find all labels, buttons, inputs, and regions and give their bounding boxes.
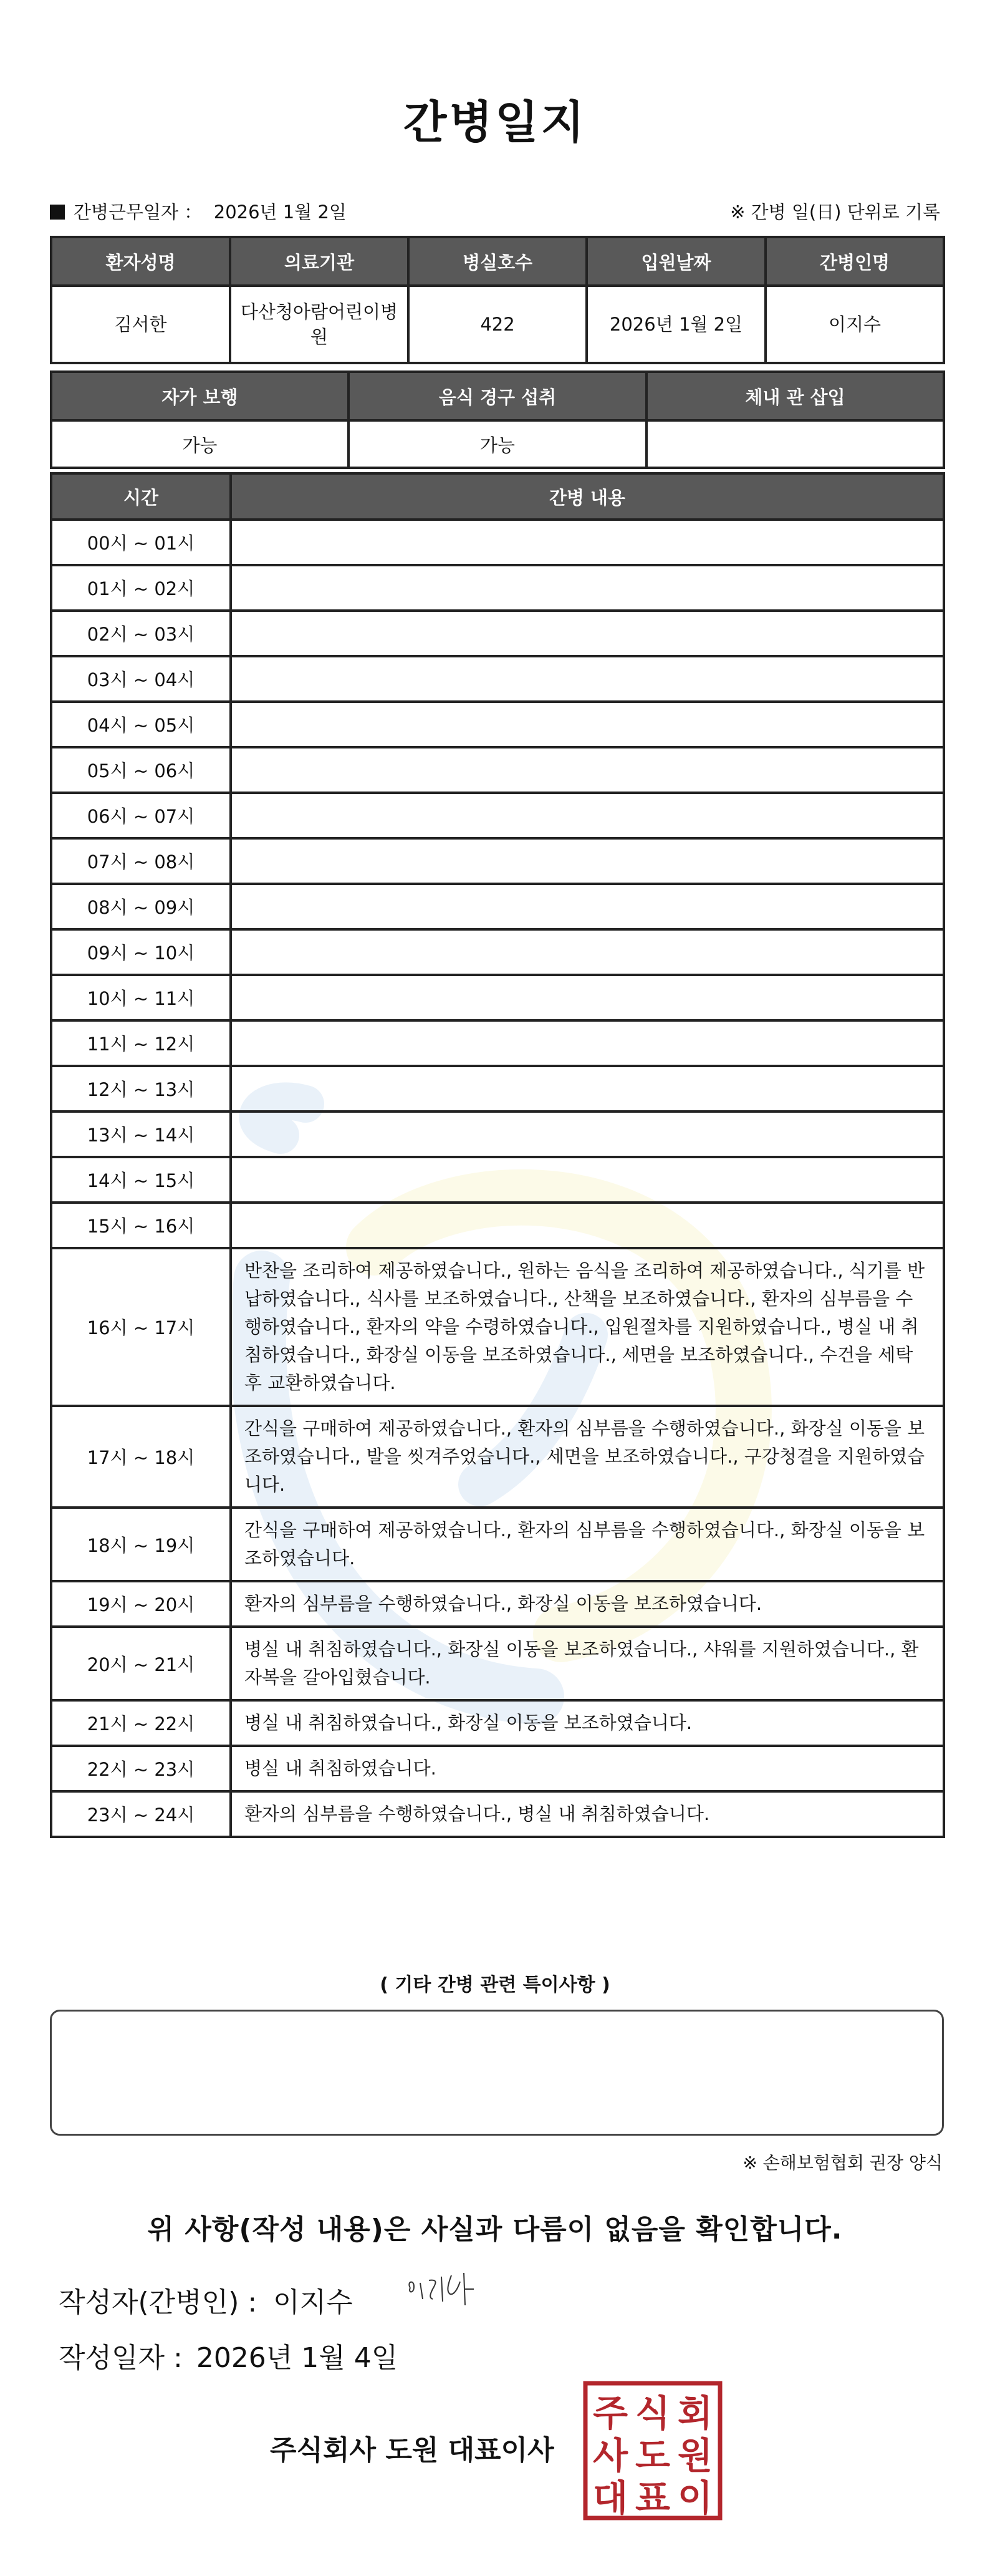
svg-text:식: 식 <box>635 2392 671 2434</box>
log-content <box>231 1203 944 1248</box>
log-time: 14시 ~ 15시 <box>51 1157 231 1203</box>
admission-date: 2026년 1월 2일 <box>587 286 766 363</box>
care-log-table <box>50 472 945 1838</box>
svg-text:표: 표 <box>635 2477 671 2519</box>
written-date-value: 2026년 1월 4일 <box>196 2342 398 2374</box>
notes-title: ( 기타 간병 관련 특이사항 ) <box>380 1974 610 1996</box>
written-date-label: 작성일자 : <box>59 2342 183 2374</box>
log-row <box>51 1203 944 1248</box>
log-time: 02시 ~ 03시 <box>51 611 231 656</box>
work-date-label: 간병근무일자 ： <box>74 201 203 223</box>
square-bullet-icon <box>50 205 65 220</box>
header-time: 시간 <box>51 473 231 520</box>
log-content <box>231 520 944 565</box>
log-row <box>51 1746 944 1791</box>
log-content: 병실 내 취침하였습니다., 화장실 이동을 보조하였습니다., 샤워를 지원하였습니다., 환자복을 갈아입혔습니다. <box>231 1627 944 1700</box>
tube-value <box>646 420 944 468</box>
log-time: 15시 ~ 16시 <box>51 1203 231 1248</box>
room-number: 422 <box>408 286 587 363</box>
svg-text:대: 대 <box>592 2477 628 2519</box>
log-content <box>231 793 944 838</box>
log-row <box>51 793 944 838</box>
svg-text:이: 이 <box>677 2477 713 2519</box>
svg-text:주: 주 <box>592 2392 628 2434</box>
log-row <box>51 656 944 702</box>
header-care-content: 간병 내용 <box>231 473 944 520</box>
log-row <box>51 1700 944 1746</box>
log-row <box>51 1406 944 1508</box>
care-log-body <box>51 520 944 1837</box>
log-content <box>231 884 944 929</box>
patient-name: 김서한 <box>51 286 230 363</box>
handwritten-signature <box>404 2264 485 2314</box>
log-row <box>51 1581 944 1627</box>
header-room: 병실호수 <box>408 237 587 286</box>
log-row <box>51 838 944 884</box>
log-time: 19시 ~ 20시 <box>51 1581 231 1627</box>
log-content: 간식을 구매하여 제공하였습니다., 환자의 심부름을 수행하였습니다., 화장실 이동을 보조하였습니다. <box>231 1508 944 1581</box>
log-time: 08시 ~ 09시 <box>51 884 231 929</box>
header-walking: 자가 보행 <box>51 372 348 420</box>
log-time: 05시 ~ 06시 <box>51 747 231 793</box>
log-row <box>51 1111 944 1157</box>
log-content <box>231 747 944 793</box>
log-content: 병실 내 취침하였습니다. <box>231 1746 944 1791</box>
log-content <box>231 1157 944 1203</box>
oral-intake-value: 가능 <box>348 420 646 468</box>
written-date-line <box>59 2335 398 2375</box>
log-content <box>231 1020 944 1066</box>
log-content: 환자의 심부름을 수행하였습니다., 병실 내 취침하였습니다. <box>231 1791 944 1837</box>
header-patient-name: 환자성명 <box>51 237 230 286</box>
log-row <box>51 1157 944 1203</box>
log-time: 21시 ~ 22시 <box>51 1700 231 1746</box>
ability-table <box>50 370 945 469</box>
log-time: 07시 ~ 08시 <box>51 838 231 884</box>
header-tube: 체내 관 삽입 <box>646 372 944 420</box>
log-row <box>51 520 944 565</box>
log-time: 04시 ~ 05시 <box>51 702 231 747</box>
log-content <box>231 702 944 747</box>
log-time: 23시 ~ 24시 <box>51 1791 231 1837</box>
log-row <box>51 975 944 1020</box>
log-time: 20시 ~ 21시 <box>51 1627 231 1700</box>
header-caregiver: 간병인명 <box>766 237 944 286</box>
log-row <box>51 747 944 793</box>
log-row <box>51 1508 944 1581</box>
log-time: 22시 ~ 23시 <box>51 1746 231 1791</box>
log-time: 09시 ~ 10시 <box>51 929 231 975</box>
log-content <box>231 975 944 1020</box>
log-time: 03시 ~ 04시 <box>51 656 231 702</box>
log-content <box>231 565 944 611</box>
log-row <box>51 565 944 611</box>
work-date-value: 2026년 1월 2일 <box>213 201 347 223</box>
log-content <box>231 929 944 975</box>
walking-value: 가능 <box>51 420 348 468</box>
patient-info-table <box>50 236 945 364</box>
writer-line <box>59 2280 353 2320</box>
log-time: 13시 ~ 14시 <box>51 1111 231 1157</box>
log-content <box>231 1066 944 1111</box>
svg-text:사: 사 <box>592 2434 628 2477</box>
log-row <box>51 1248 944 1406</box>
log-row <box>51 702 944 747</box>
log-time: 00시 ~ 01시 <box>51 520 231 565</box>
company-signatory: 주식회사 도원 대표이사 <box>270 2434 554 2466</box>
log-content <box>231 1111 944 1157</box>
log-row <box>51 1627 944 1700</box>
svg-text:회: 회 <box>677 2392 713 2434</box>
company-seal <box>583 2381 723 2520</box>
unit-note: ※ 간병 일(日) 단위로 기록 <box>730 201 940 223</box>
log-row <box>51 929 944 975</box>
header-hospital: 의료기관 <box>230 237 408 286</box>
log-content: 병실 내 취침하였습니다., 화장실 이동을 보조하였습니다. <box>231 1700 944 1746</box>
log-row <box>51 884 944 929</box>
header-oral-intake: 음식 경구 섭취 <box>348 372 646 420</box>
log-time: 11시 ~ 12시 <box>51 1020 231 1066</box>
log-time: 10시 ~ 11시 <box>51 975 231 1020</box>
log-content <box>231 838 944 884</box>
log-time: 18시 ~ 19시 <box>51 1508 231 1581</box>
log-content: 반찬을 조리하여 제공하였습니다., 원하는 음식을 조리하여 제공하였습니다., 식기를 반납하였습니다., 식사를 보조하였습니다., 산책을 보조하였습니다., 환자의 심부름을 수행하였습니다., 환자의 약을 수령하였습니다., 입원절차를 지원하였습니다., 병실 내 취침하였습니다., 화장실 이동을 보조하였습니다., 세면을 보조하였습니다., 수건을 세탁 후 교환하였습니다. <box>231 1248 944 1406</box>
confirmation-text: 위 사항(작성 내용)은 사실과 다름이 없음을 확인합니다. <box>147 2214 843 2245</box>
work-date <box>50 198 347 224</box>
log-row <box>51 611 944 656</box>
log-time: 06시 ~ 07시 <box>51 793 231 838</box>
log-content: 간식을 구매하여 제공하였습니다., 환자의 심부름을 수행하였습니다., 화장실 이동을 보조하였습니다., 발을 씻겨주었습니다., 세면을 보조하였습니다., 구강청결을 지원하였습니다. <box>231 1406 944 1508</box>
log-time: 17시 ~ 18시 <box>51 1406 231 1508</box>
log-content <box>231 611 944 656</box>
notes-box <box>50 2010 944 2136</box>
log-time: 16시 ~ 17시 <box>51 1248 231 1406</box>
log-time: 12시 ~ 13시 <box>51 1066 231 1111</box>
writer-name: 이지수 <box>273 2287 353 2318</box>
log-time: 01시 ~ 02시 <box>51 565 231 611</box>
log-content <box>231 656 944 702</box>
writer-label: 작성자(간병인) : <box>59 2287 257 2318</box>
caregiver-name: 이지수 <box>766 286 944 363</box>
log-row <box>51 1066 944 1111</box>
source-note: ※ 손해보험협회 권장 양식 <box>742 2152 943 2173</box>
hospital-name: 다산청아람어린이병원 <box>230 286 408 363</box>
header-admission-date: 입원날짜 <box>587 237 766 286</box>
svg-text:원: 원 <box>677 2434 713 2477</box>
log-row <box>51 1791 944 1837</box>
svg-text:도: 도 <box>635 2434 671 2477</box>
log-content: 환자의 심부름을 수행하였습니다., 화장실 이동을 보조하였습니다. <box>231 1581 944 1627</box>
log-row <box>51 1020 944 1066</box>
page-title: 간병일지 <box>403 96 587 148</box>
